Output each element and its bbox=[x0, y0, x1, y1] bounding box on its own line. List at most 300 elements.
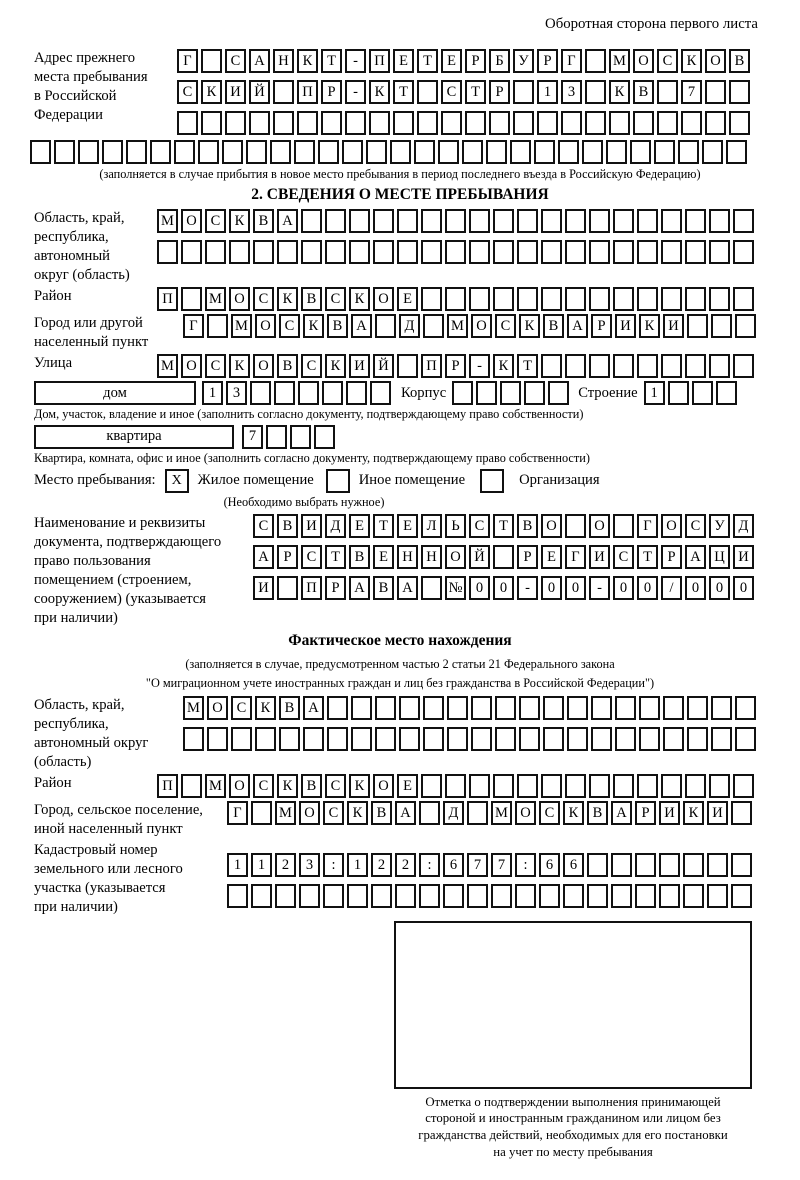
char-cell[interactable] bbox=[659, 884, 680, 908]
char-cell[interactable] bbox=[729, 111, 750, 135]
char-cell[interactable] bbox=[231, 727, 252, 751]
char-cell[interactable]: В bbox=[349, 545, 370, 569]
char-cell[interactable]: В bbox=[327, 314, 348, 338]
char-cell[interactable] bbox=[567, 727, 588, 751]
char-cell[interactable] bbox=[467, 884, 488, 908]
char-cell[interactable]: Й bbox=[373, 354, 394, 378]
char-cell[interactable]: К bbox=[229, 354, 250, 378]
char-cell[interactable] bbox=[491, 884, 512, 908]
char-cell[interactable] bbox=[731, 853, 752, 877]
char-cell[interactable]: С bbox=[657, 49, 678, 73]
char-cell[interactable] bbox=[275, 884, 296, 908]
char-cell[interactable] bbox=[465, 111, 486, 135]
char-cell[interactable]: 0 bbox=[469, 576, 490, 600]
char-cell[interactable]: О bbox=[207, 696, 228, 720]
actual-district-row[interactable] bbox=[157, 774, 754, 798]
char-cell[interactable] bbox=[611, 853, 632, 877]
char-cell[interactable] bbox=[543, 696, 564, 720]
char-cell[interactable]: 0 bbox=[493, 576, 514, 600]
char-cell[interactable]: А bbox=[351, 314, 372, 338]
char-cell[interactable] bbox=[524, 381, 545, 405]
char-cell[interactable] bbox=[510, 140, 531, 164]
char-cell[interactable] bbox=[630, 140, 651, 164]
char-cell[interactable] bbox=[537, 111, 558, 135]
char-cell[interactable]: Р bbox=[277, 545, 298, 569]
char-cell[interactable] bbox=[541, 209, 562, 233]
char-cell[interactable] bbox=[613, 240, 634, 264]
char-cell[interactable] bbox=[731, 884, 752, 908]
char-cell[interactable] bbox=[277, 576, 298, 600]
char-cell[interactable] bbox=[471, 727, 492, 751]
char-cell[interactable] bbox=[399, 727, 420, 751]
char-cell[interactable]: Г bbox=[561, 49, 582, 73]
char-cell[interactable] bbox=[735, 314, 756, 338]
char-cell[interactable]: В bbox=[543, 314, 564, 338]
char-cell[interactable] bbox=[321, 111, 342, 135]
char-cell[interactable]: 7 bbox=[491, 853, 512, 877]
char-cell[interactable] bbox=[54, 140, 75, 164]
char-cell[interactable]: Т bbox=[373, 514, 394, 538]
char-cell[interactable] bbox=[733, 209, 754, 233]
char-cell[interactable]: М bbox=[157, 209, 178, 233]
char-cell[interactable] bbox=[654, 140, 675, 164]
char-cell[interactable]: С bbox=[231, 696, 252, 720]
char-cell[interactable] bbox=[441, 111, 462, 135]
char-cell[interactable]: 1 bbox=[644, 381, 665, 405]
char-cell[interactable]: О bbox=[633, 49, 654, 73]
char-cell[interactable]: М bbox=[231, 314, 252, 338]
char-cell[interactable]: В bbox=[587, 801, 608, 825]
char-cell[interactable] bbox=[609, 111, 630, 135]
char-cell[interactable] bbox=[661, 209, 682, 233]
char-cell[interactable] bbox=[445, 287, 466, 311]
char-cell[interactable]: - bbox=[345, 49, 366, 73]
char-cell[interactable] bbox=[298, 381, 319, 405]
char-cell[interactable] bbox=[251, 884, 272, 908]
char-cell[interactable]: С bbox=[253, 287, 274, 311]
char-cell[interactable] bbox=[663, 727, 684, 751]
char-cell[interactable] bbox=[615, 696, 636, 720]
char-cell[interactable] bbox=[589, 287, 610, 311]
char-cell[interactable]: Ь bbox=[445, 514, 466, 538]
char-cell[interactable]: О bbox=[229, 774, 250, 798]
char-cell[interactable] bbox=[419, 884, 440, 908]
char-cell[interactable]: И bbox=[707, 801, 728, 825]
char-cell[interactable]: : bbox=[323, 853, 344, 877]
char-cell[interactable]: / bbox=[661, 576, 682, 600]
char-cell[interactable] bbox=[585, 111, 606, 135]
char-cell[interactable]: А bbox=[685, 545, 706, 569]
char-cell[interactable]: К bbox=[297, 49, 318, 73]
char-cell[interactable]: Р bbox=[537, 49, 558, 73]
char-cell[interactable] bbox=[582, 140, 603, 164]
char-cell[interactable] bbox=[585, 49, 606, 73]
char-cell[interactable]: И bbox=[225, 80, 246, 104]
char-cell[interactable] bbox=[447, 696, 468, 720]
char-cell[interactable]: М bbox=[205, 774, 226, 798]
char-cell[interactable] bbox=[635, 884, 656, 908]
char-cell[interactable]: 1 bbox=[537, 80, 558, 104]
char-cell[interactable]: К bbox=[347, 801, 368, 825]
char-cell[interactable]: М bbox=[447, 314, 468, 338]
char-cell[interactable]: К bbox=[609, 80, 630, 104]
char-cell[interactable]: Е bbox=[397, 514, 418, 538]
char-cell[interactable] bbox=[222, 140, 243, 164]
char-cell[interactable] bbox=[177, 111, 198, 135]
prev-address-row-3[interactable] bbox=[177, 111, 750, 135]
actual-region-row-1[interactable] bbox=[183, 696, 756, 720]
char-cell[interactable] bbox=[445, 774, 466, 798]
char-cell[interactable]: К bbox=[255, 696, 276, 720]
char-cell[interactable] bbox=[731, 801, 752, 825]
char-cell[interactable] bbox=[733, 774, 754, 798]
char-cell[interactable] bbox=[611, 884, 632, 908]
prev-address-row-4[interactable] bbox=[30, 140, 766, 164]
char-cell[interactable] bbox=[709, 774, 730, 798]
char-cell[interactable]: А bbox=[611, 801, 632, 825]
char-cell[interactable]: К bbox=[229, 209, 250, 233]
char-cell[interactable]: И bbox=[349, 354, 370, 378]
char-cell[interactable]: Г bbox=[565, 545, 586, 569]
char-cell[interactable] bbox=[366, 140, 387, 164]
char-cell[interactable] bbox=[462, 140, 483, 164]
char-cell[interactable] bbox=[678, 140, 699, 164]
char-cell[interactable] bbox=[589, 209, 610, 233]
char-cell[interactable]: М bbox=[205, 287, 226, 311]
char-cell[interactable]: Р bbox=[325, 576, 346, 600]
city-row[interactable] bbox=[183, 314, 756, 338]
char-cell[interactable] bbox=[347, 884, 368, 908]
char-cell[interactable] bbox=[687, 314, 708, 338]
district-row[interactable] bbox=[157, 287, 754, 311]
char-cell[interactable] bbox=[561, 111, 582, 135]
char-cell[interactable]: Е bbox=[373, 545, 394, 569]
char-cell[interactable] bbox=[637, 240, 658, 264]
char-cell[interactable]: Н bbox=[273, 49, 294, 73]
char-cell[interactable]: И bbox=[589, 545, 610, 569]
char-cell[interactable] bbox=[711, 696, 732, 720]
actual-city-row[interactable] bbox=[227, 801, 752, 825]
char-cell[interactable] bbox=[709, 240, 730, 264]
char-cell[interactable]: К bbox=[349, 287, 370, 311]
char-cell[interactable]: К bbox=[563, 801, 584, 825]
char-cell[interactable] bbox=[452, 381, 473, 405]
char-cell[interactable]: О bbox=[471, 314, 492, 338]
char-cell[interactable] bbox=[541, 774, 562, 798]
char-cell[interactable] bbox=[613, 354, 634, 378]
char-cell[interactable] bbox=[639, 727, 660, 751]
char-cell[interactable]: О bbox=[299, 801, 320, 825]
char-cell[interactable] bbox=[421, 209, 442, 233]
char-cell[interactable] bbox=[371, 884, 392, 908]
char-cell[interactable]: Т bbox=[637, 545, 658, 569]
char-cell[interactable]: А bbox=[397, 576, 418, 600]
char-cell[interactable]: П bbox=[157, 774, 178, 798]
char-cell[interactable]: П bbox=[369, 49, 390, 73]
char-cell[interactable]: С bbox=[225, 49, 246, 73]
char-cell[interactable]: В bbox=[371, 801, 392, 825]
char-cell[interactable]: С bbox=[539, 801, 560, 825]
char-cell[interactable] bbox=[591, 727, 612, 751]
char-cell[interactable]: В bbox=[277, 514, 298, 538]
char-cell[interactable]: Г bbox=[183, 314, 204, 338]
char-cell[interactable]: С bbox=[441, 80, 462, 104]
char-cell[interactable]: А bbox=[567, 314, 588, 338]
char-cell[interactable] bbox=[349, 209, 370, 233]
char-cell[interactable] bbox=[735, 696, 756, 720]
char-cell[interactable] bbox=[198, 140, 219, 164]
char-cell[interactable]: Й bbox=[469, 545, 490, 569]
char-cell[interactable] bbox=[637, 774, 658, 798]
char-cell[interactable] bbox=[346, 381, 367, 405]
char-cell[interactable] bbox=[417, 111, 438, 135]
char-cell[interactable]: А bbox=[277, 209, 298, 233]
char-cell[interactable] bbox=[486, 140, 507, 164]
char-cell[interactable]: Е bbox=[349, 514, 370, 538]
char-cell[interactable] bbox=[421, 774, 442, 798]
char-cell[interactable] bbox=[668, 381, 689, 405]
char-cell[interactable]: А bbox=[249, 49, 270, 73]
char-cell[interactable] bbox=[733, 287, 754, 311]
char-cell[interactable]: С bbox=[495, 314, 516, 338]
char-cell[interactable] bbox=[683, 853, 704, 877]
char-cell[interactable] bbox=[495, 696, 516, 720]
char-cell[interactable] bbox=[174, 140, 195, 164]
char-cell[interactable]: 2 bbox=[275, 853, 296, 877]
char-cell[interactable] bbox=[685, 240, 706, 264]
char-cell[interactable] bbox=[421, 240, 442, 264]
document-row-1[interactable] bbox=[253, 514, 754, 538]
char-cell[interactable] bbox=[541, 240, 562, 264]
char-cell[interactable] bbox=[541, 287, 562, 311]
char-cell[interactable]: О bbox=[705, 49, 726, 73]
char-cell[interactable] bbox=[685, 354, 706, 378]
char-cell[interactable]: Р bbox=[465, 49, 486, 73]
char-cell[interactable]: В bbox=[517, 514, 538, 538]
char-cell[interactable]: Т bbox=[465, 80, 486, 104]
char-cell[interactable] bbox=[438, 140, 459, 164]
char-cell[interactable] bbox=[181, 287, 202, 311]
char-cell[interactable]: У bbox=[513, 49, 534, 73]
char-cell[interactable] bbox=[565, 514, 586, 538]
char-cell[interactable] bbox=[657, 80, 678, 104]
char-cell[interactable]: В bbox=[279, 696, 300, 720]
region-row-1[interactable] bbox=[157, 209, 754, 233]
char-cell[interactable] bbox=[342, 140, 363, 164]
char-cell[interactable] bbox=[548, 381, 569, 405]
char-cell[interactable] bbox=[253, 240, 274, 264]
char-cell[interactable] bbox=[327, 727, 348, 751]
char-cell[interactable] bbox=[375, 314, 396, 338]
char-cell[interactable]: С bbox=[301, 545, 322, 569]
char-cell[interactable]: К bbox=[493, 354, 514, 378]
char-cell[interactable] bbox=[469, 209, 490, 233]
char-cell[interactable]: А bbox=[349, 576, 370, 600]
char-cell[interactable]: И bbox=[663, 314, 684, 338]
char-cell[interactable]: 0 bbox=[709, 576, 730, 600]
char-cell[interactable]: О bbox=[255, 314, 276, 338]
char-cell[interactable] bbox=[726, 140, 747, 164]
char-cell[interactable] bbox=[687, 696, 708, 720]
char-cell[interactable] bbox=[417, 80, 438, 104]
char-cell[interactable] bbox=[563, 884, 584, 908]
char-cell[interactable]: М bbox=[157, 354, 178, 378]
char-cell[interactable] bbox=[705, 80, 726, 104]
char-cell[interactable] bbox=[565, 287, 586, 311]
char-cell[interactable]: И bbox=[659, 801, 680, 825]
char-cell[interactable] bbox=[517, 209, 538, 233]
char-cell[interactable]: М bbox=[275, 801, 296, 825]
char-cell[interactable] bbox=[709, 209, 730, 233]
char-cell[interactable]: 0 bbox=[541, 576, 562, 600]
char-cell[interactable] bbox=[314, 425, 335, 449]
char-cell[interactable]: С bbox=[205, 209, 226, 233]
char-cell[interactable] bbox=[567, 696, 588, 720]
char-cell[interactable] bbox=[637, 354, 658, 378]
checkbox-other-premises[interactable] bbox=[326, 469, 350, 493]
char-cell[interactable]: К bbox=[369, 80, 390, 104]
char-cell[interactable]: Р bbox=[445, 354, 466, 378]
char-cell[interactable] bbox=[692, 381, 713, 405]
char-cell[interactable] bbox=[299, 884, 320, 908]
char-cell[interactable] bbox=[685, 287, 706, 311]
char-cell[interactable] bbox=[181, 240, 202, 264]
char-cell[interactable]: 6 bbox=[443, 853, 464, 877]
char-cell[interactable] bbox=[266, 425, 287, 449]
char-cell[interactable]: № bbox=[445, 576, 466, 600]
char-cell[interactable] bbox=[517, 287, 538, 311]
char-cell[interactable] bbox=[421, 287, 442, 311]
char-cell[interactable]: П bbox=[297, 80, 318, 104]
char-cell[interactable] bbox=[685, 774, 706, 798]
char-cell[interactable]: С bbox=[253, 514, 274, 538]
char-cell[interactable] bbox=[519, 696, 540, 720]
char-cell[interactable] bbox=[534, 140, 555, 164]
char-cell[interactable] bbox=[397, 209, 418, 233]
char-cell[interactable]: С bbox=[685, 514, 706, 538]
char-cell[interactable]: О bbox=[373, 774, 394, 798]
char-cell[interactable] bbox=[519, 727, 540, 751]
char-cell[interactable]: М bbox=[183, 696, 204, 720]
char-cell[interactable] bbox=[399, 696, 420, 720]
char-cell[interactable]: Н bbox=[421, 545, 442, 569]
char-cell[interactable] bbox=[659, 853, 680, 877]
char-cell[interactable]: А bbox=[303, 696, 324, 720]
char-cell[interactable] bbox=[414, 140, 435, 164]
char-cell[interactable]: 0 bbox=[733, 576, 754, 600]
char-cell[interactable] bbox=[513, 111, 534, 135]
char-cell[interactable]: : bbox=[515, 853, 536, 877]
char-cell[interactable] bbox=[707, 884, 728, 908]
char-cell[interactable]: Е bbox=[397, 287, 418, 311]
char-cell[interactable]: С bbox=[205, 354, 226, 378]
char-cell[interactable]: В bbox=[729, 49, 750, 73]
char-cell[interactable] bbox=[373, 240, 394, 264]
char-cell[interactable]: М bbox=[609, 49, 630, 73]
char-cell[interactable] bbox=[707, 853, 728, 877]
stroenie-row[interactable] bbox=[644, 381, 737, 405]
char-cell[interactable] bbox=[469, 240, 490, 264]
char-cell[interactable]: М bbox=[491, 801, 512, 825]
char-cell[interactable] bbox=[735, 727, 756, 751]
prev-address-row-2[interactable] bbox=[177, 80, 750, 104]
char-cell[interactable]: Р bbox=[635, 801, 656, 825]
char-cell[interactable] bbox=[273, 80, 294, 104]
char-cell[interactable]: Е bbox=[393, 49, 414, 73]
char-cell[interactable] bbox=[373, 209, 394, 233]
char-cell[interactable] bbox=[349, 240, 370, 264]
char-cell[interactable]: С bbox=[253, 774, 274, 798]
char-cell[interactable] bbox=[639, 696, 660, 720]
apartment-row[interactable] bbox=[242, 425, 335, 449]
cadastre-row-1[interactable] bbox=[227, 853, 752, 877]
char-cell[interactable]: Ц bbox=[709, 545, 730, 569]
char-cell[interactable]: Н bbox=[397, 545, 418, 569]
document-row-3[interactable] bbox=[253, 576, 754, 600]
char-cell[interactable] bbox=[558, 140, 579, 164]
char-cell[interactable] bbox=[589, 774, 610, 798]
char-cell[interactable] bbox=[517, 774, 538, 798]
char-cell[interactable] bbox=[515, 884, 536, 908]
char-cell[interactable]: Д bbox=[733, 514, 754, 538]
char-cell[interactable]: О bbox=[229, 287, 250, 311]
char-cell[interactable] bbox=[683, 884, 704, 908]
char-cell[interactable] bbox=[397, 354, 418, 378]
char-cell[interactable] bbox=[301, 209, 322, 233]
char-cell[interactable]: Д bbox=[443, 801, 464, 825]
char-cell[interactable] bbox=[469, 287, 490, 311]
char-cell[interactable]: О bbox=[515, 801, 536, 825]
char-cell[interactable]: С bbox=[613, 545, 634, 569]
char-cell[interactable]: С bbox=[301, 354, 322, 378]
char-cell[interactable]: К bbox=[325, 354, 346, 378]
char-cell[interactable]: Е bbox=[397, 774, 418, 798]
char-cell[interactable] bbox=[270, 140, 291, 164]
actual-region-row-2[interactable] bbox=[183, 727, 756, 751]
char-cell[interactable] bbox=[565, 774, 586, 798]
char-cell[interactable] bbox=[249, 111, 270, 135]
char-cell[interactable]: 3 bbox=[226, 381, 247, 405]
char-cell[interactable]: 0 bbox=[685, 576, 706, 600]
street-row[interactable] bbox=[157, 354, 754, 378]
char-cell[interactable]: Т bbox=[493, 514, 514, 538]
char-cell[interactable] bbox=[493, 209, 514, 233]
char-cell[interactable] bbox=[447, 727, 468, 751]
char-cell[interactable] bbox=[469, 774, 490, 798]
char-cell[interactable]: Г bbox=[637, 514, 658, 538]
checkbox-residential[interactable]: X bbox=[165, 469, 189, 493]
document-row-2[interactable] bbox=[253, 545, 754, 569]
char-cell[interactable]: 2 bbox=[395, 853, 416, 877]
char-cell[interactable] bbox=[613, 774, 634, 798]
char-cell[interactable] bbox=[375, 727, 396, 751]
char-cell[interactable]: В bbox=[301, 774, 322, 798]
char-cell[interactable]: Р bbox=[321, 80, 342, 104]
char-cell[interactable] bbox=[397, 240, 418, 264]
char-cell[interactable]: 7 bbox=[467, 853, 488, 877]
char-cell[interactable]: 3 bbox=[299, 853, 320, 877]
char-cell[interactable] bbox=[201, 49, 222, 73]
char-cell[interactable] bbox=[423, 314, 444, 338]
char-cell[interactable] bbox=[565, 209, 586, 233]
char-cell[interactable]: И bbox=[733, 545, 754, 569]
char-cell[interactable] bbox=[327, 696, 348, 720]
char-cell[interactable]: К bbox=[201, 80, 222, 104]
char-cell[interactable]: К bbox=[277, 287, 298, 311]
char-cell[interactable] bbox=[709, 287, 730, 311]
checkbox-organization[interactable] bbox=[480, 469, 504, 493]
char-cell[interactable] bbox=[513, 80, 534, 104]
